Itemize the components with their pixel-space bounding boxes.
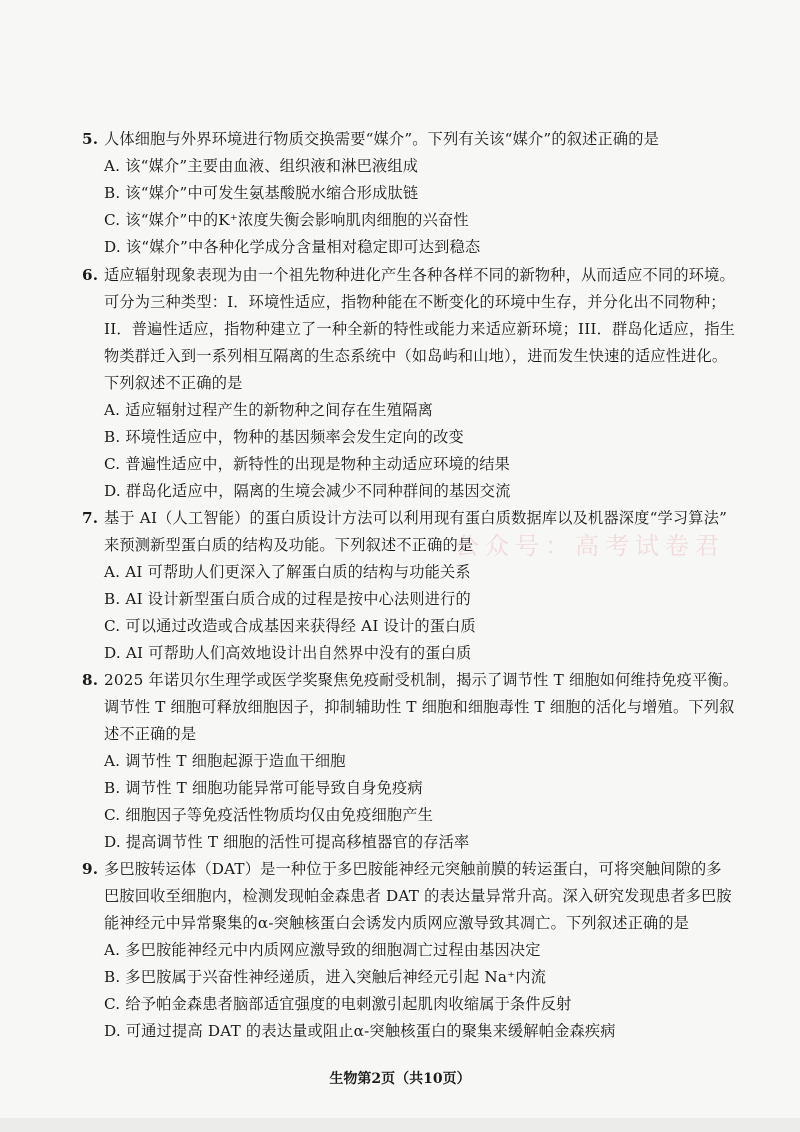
question-stem-line: II．普遍性适应，指物种建立了一种全新的特性或能力来适应新环境；III．群岛化适应，指生 [104,320,736,338]
option-b: B. 该“媒介”中可发生氨基酸脱水缩合形成肽链 [104,184,419,202]
option-a: A. 该“媒介”主要由血液、组织液和淋巴液组成 [104,157,419,175]
option-a: A. 调节性 T 细胞起源于造血干细胞 [104,752,346,770]
question-stem-line: 适应辐射现象表现为由一个祖先物种进化产生各种各样不同的新物种，从而适应不同的环境。 [104,266,735,284]
question-number: 5. [82,130,99,148]
question-stem-line: 人体细胞与外界环境进行物质交换需要“媒介”。下列有关该“媒介”的叙述正确的是 [104,130,660,148]
option-d: D. 该“媒介”中各种化学成分含量相对稳定即可达到稳态 [104,238,481,256]
option-d: D. 可通过提高 DAT 的表达量或阻止α-突触核蛋白的聚集来缓解帕金森疾病 [104,1022,616,1040]
scan-bottom-edge [0,1118,800,1132]
option-a: A. 适应辐射过程产生的新物种之间存在生殖隔离 [104,401,433,419]
option-b: B. AI 设计新型蛋白质合成的过程是按中心法则进行的 [104,590,471,608]
question-stem-line: 来预测新型蛋白质的结构及功能。下列叙述不正确的是 [104,536,474,554]
question-number: 7. [82,509,99,527]
option-b: B. 多巴胺属于兴奋性神经递质，进入突触后神经元引起 Na⁺内流 [104,968,547,986]
option-d: D. 群岛化适应中，隔离的生境会减少不同种群间的基因交流 [104,482,511,500]
option-c: C. 可以通过改造或合成基因来获得经 AI 设计的蛋白质 [104,617,476,635]
option-d: D. 提高调节性 T 细胞的活性可提高移植器官的存活率 [104,833,470,851]
question-stem-line: 下列叙述不正确的是 [104,374,243,392]
option-a: A. AI 可帮助人们更深入了解蛋白质的结构与功能关系 [104,563,471,581]
question-number: 6. [82,266,99,284]
question-stem-line: 调节性 T 细胞可释放细胞因子，抑制辅助性 T 细胞和细胞毒性 T 细胞的活化与增殖。下列叙 [104,698,735,716]
option-a: A. 多巴胺能神经元中内质网应激导致的细胞凋亡过程由基因决定 [104,941,541,959]
question-stem-line: 巴胺回收至细胞内，检测发现帕金森患者 DAT 的表达量异常升高。深入研究发现患者多巴胺 [104,887,732,905]
option-c: C. 细胞因子等免疫活性物质均仅由免疫细胞产生 [104,806,434,824]
question-stem-line: 2025 年诺贝尔生理学或医学奖聚焦免疫耐受机制，揭示了调节性 T 细胞如何维持免疫平衡。 [104,671,739,689]
question-stem-line: 述不正确的是 [104,725,197,743]
question-stem-line: 基于 AI（人工智能）的蛋白质设计方法可以利用现有蛋白质数据库以及机器深度“学习算法” [104,509,728,527]
question-stem-line: 多巴胺转运体（DAT）是一种位于多巴胺能神经元突触前膜的转运蛋白，可将突触间隙的多 [104,860,722,878]
option-b: B. 调节性 T 细胞功能异常可能导致自身免疫病 [104,779,423,797]
question-stem-line: 能神经元中异常聚集的α-突触核蛋白会诱发内质网应激导致其凋亡。下列叙述正确的是 [104,914,690,932]
question-stem-line: 可分为三种类型：I．环境性适应，指物种能在不断变化的环境中生存，并分化出不同物种； [104,293,726,311]
option-c: C. 该“媒介”中的K⁺浓度失衡会影响肌肉细胞的兴奋性 [104,211,469,229]
page-footer: 生物第2页（共10页） [329,1071,471,1087]
option-c: C. 给予帕金森患者脑部适宜强度的电刺激引起肌肉收缩属于条件反射 [104,995,572,1013]
question-number: 9. [82,860,99,878]
option-c: C. 普遍性适应中，新特性的出现是物种主动适应环境的结果 [104,455,511,473]
option-d: D. AI 可帮助人们高效地设计出自然界中没有的蛋白质 [104,644,472,662]
question-stem-line: 物类群迁入到一系列相互隔离的生态系统中（如岛屿和山地），进而发生快速的适应性进化。 [104,347,728,365]
watermark: 公众号：高考试卷君 [455,532,725,560]
question-number: 8. [82,671,99,689]
option-b: B. 环境性适应中，物种的基因频率会发生定向的改变 [104,428,464,446]
